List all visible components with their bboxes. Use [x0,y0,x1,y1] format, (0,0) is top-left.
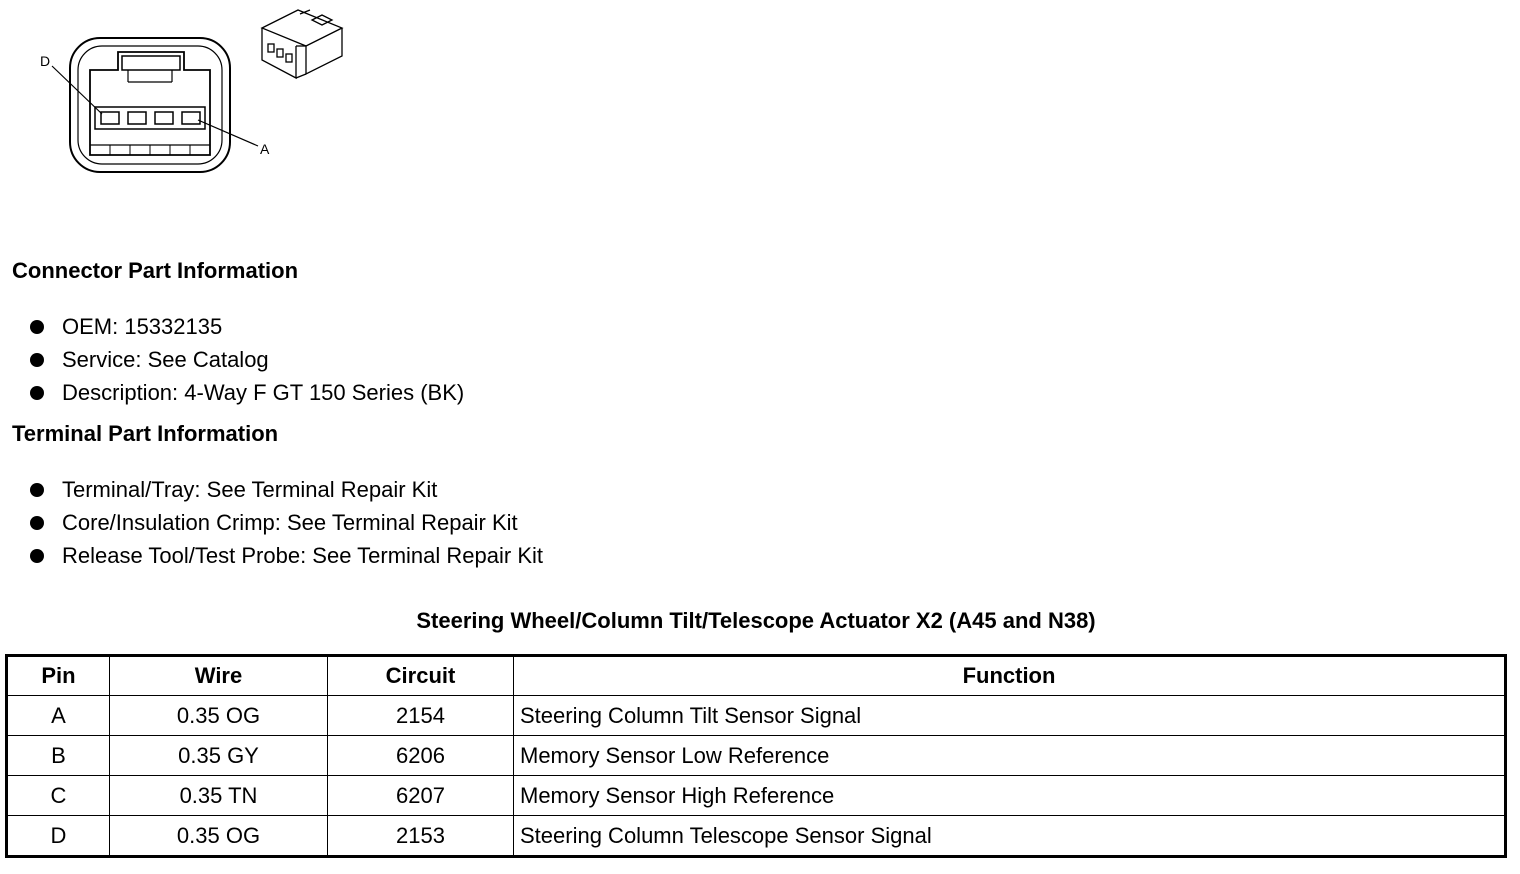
wire-cell: 0.35 OG [110,816,328,857]
circuit-cell: 6207 [328,776,514,816]
terminal-info-crimp: Core/Insulation Crimp: See Terminal Repair Kit [62,510,518,535]
pin-cell: B [7,736,110,776]
column-header-wire: Wire [110,656,328,696]
circuit-cell: 2153 [328,816,514,857]
list-item [28,539,543,572]
list-item [28,310,464,343]
connector-info-description: Description: 4-Way F GT 150 Series (BK) [62,380,465,405]
list-item [28,506,543,539]
column-header-circuit: Circuit [328,656,514,696]
function-cell: Steering Column Telescope Sensor Signal [514,816,1506,857]
pinout-table-title: Steering Wheel/Column Tilt/Telescope Actuator X2 (A45 and N38) [416,608,1096,633]
pin-a-callout: A [260,141,270,157]
list-item [28,473,543,506]
circuit-cell: 6206 [328,736,514,776]
list-item [28,376,464,409]
connector-info-list [28,310,464,409]
table-row [7,736,1506,776]
bullet-icon [30,549,44,563]
function-cell: Memory Sensor Low Reference [514,736,1506,776]
terminal-info-list [28,473,543,572]
terminal-info-tool: Release Tool/Test Probe: See Terminal Repair Kit [62,543,543,568]
column-header-function: Function [514,656,1506,696]
bullet-icon [30,483,44,497]
bullet-icon [30,353,44,367]
bullet-icon [30,386,44,400]
list-item [28,343,464,376]
connector-info-oem: OEM: 15332135 [62,314,223,339]
wire-cell: 0.35 TN [110,776,328,816]
bullet-icon [30,516,44,530]
function-cell: Memory Sensor High Reference [514,776,1506,816]
bullet-icon [30,320,44,334]
pinout-table [5,654,1507,858]
table-row [7,696,1506,736]
terminal-info-tray: Terminal/Tray: See Terminal Repair Kit [62,477,438,502]
pin-cell: A [7,696,110,736]
wire-cell: 0.35 GY [110,736,328,776]
connector-info-heading: Connector Part Information [12,258,299,283]
column-header-pin: Pin [7,656,110,696]
function-cell: Steering Column Tilt Sensor Signal [514,696,1506,736]
pin-cell: D [7,816,110,857]
connector-info-service: Service: See Catalog [62,347,269,372]
connector-diagram [0,0,380,200]
table-header-row [7,656,1506,696]
table-row [7,776,1506,816]
pin-d-callout: D [40,53,51,69]
terminal-info-heading: Terminal Part Information [12,421,279,446]
circuit-cell: 2154 [328,696,514,736]
table-row [7,816,1506,857]
wire-cell: 0.35 OG [110,696,328,736]
connector-face-drawing [0,0,380,200]
pin-cell: C [7,776,110,816]
